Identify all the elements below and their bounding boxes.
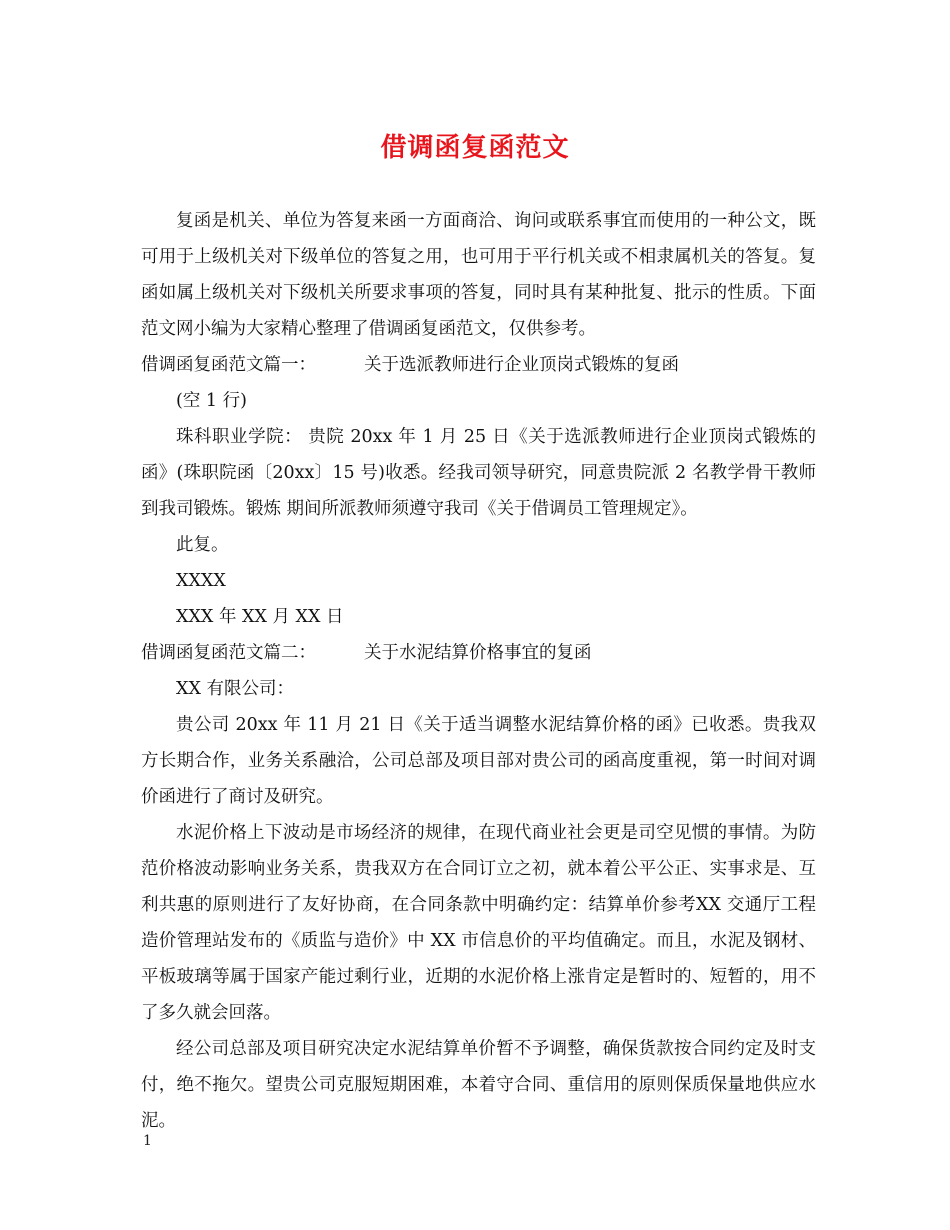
document-body: [141, 203, 816, 1139]
sample-1-body: 珠科职业学院： 贵院 20xx 年 1 月 25 日《关于选派教师进行企业顶岗式锻炼的函》(珠职院函〔20xx〕15 号)收悉。经我司领导研究，同意贵院派 2 名教学骨干教师到我司锻炼。锻炼 期间所派教师须遵守我司《关于借调员工管理规定》。: [141, 427, 816, 519]
sample-2-heading: [141, 635, 816, 671]
page-number: 1: [143, 1133, 152, 1149]
sample-1-subject: 关于选派教师进行企业顶岗式锻炼的复函: [364, 355, 679, 375]
sample-2-addressee: XX 有限公司：: [176, 679, 294, 699]
sample-1-signature: XXXX: [176, 571, 226, 591]
document-title: 借调函复函范文: [380, 133, 570, 163]
blank-line-note: (空 1 行): [176, 391, 247, 411]
sample-1-date: XXX 年 XX 月 XX 日: [176, 607, 344, 627]
sample-2-paragraph: 经公司总部及项目研究决定水泥结算单价暂不予调整，确保货款按合同约定及时支付，绝不拖欠。望贵公司克服短期困难，本着守合同、重信用的原则保质保量地供应水泥。: [141, 1039, 816, 1131]
sample-2-paragraph: 贵公司 20xx 年 11 月 21 日《关于适当调整水泥结算价格的函》已收悉。贵我双方长期合作，业务关系融洽，公司总部及项目部对贵公司的函高度重视，第一时间对调价函进行了商讨及研究。: [141, 715, 816, 807]
sample-2-subject: 关于水泥结算价格事宜的复函: [364, 643, 592, 663]
sample-2-paragraph: 水泥价格上下波动是市场经济的规律，在现代商业社会更是司空见惯的事情。为防范价格波动影响业务关系，贵我双方在合同订立之初，就本着公平公正、实事求是、互利共惠的原则进行了友好协商，在合同条款中明确约定：结算单价参考XX 交通厅工程造价管理站发布的《质监与造价》中 XX 市信息价的平均值确定。而且，水泥及钢材、平板玻璃等属于国家产能过剩行业，近期的水泥价格上涨肯定是暂时的、短暂的，用不了多久就会回落。: [141, 823, 816, 1023]
intro-paragraph: 复函是机关、单位为答复来函一方面商洽、询问或联系事宜而使用的一种公文，既可用于上级机关对下级单位的答复之用，也可用于平行机关或不相隶属机关的答复。复函如属上级机关对下级机关所要求事项的答复，同时具有某种批复、批示的性质。下面范文网小编为大家精心整理了借调函复函范文，仅供参考。: [141, 211, 816, 339]
sample-1-closing: 此复。: [176, 535, 229, 555]
sample-1-heading: [141, 347, 816, 383]
sample-2-label: 借调函复函范文篇二：: [141, 643, 316, 663]
sample-1-label: 借调函复函范文篇一：: [141, 355, 316, 375]
